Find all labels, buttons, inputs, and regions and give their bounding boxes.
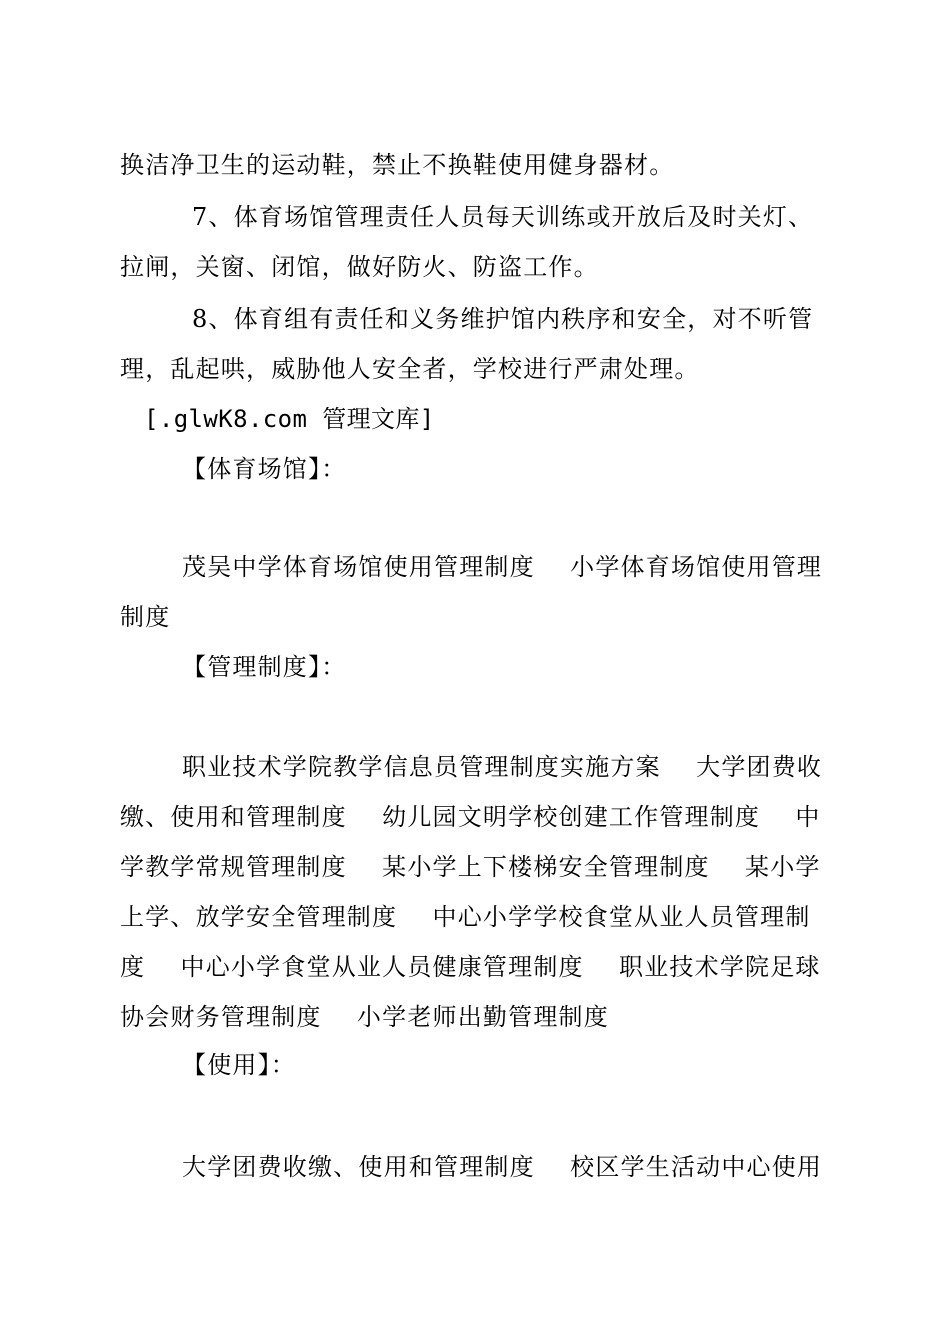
- related-links-line[interactable]: 上学、放学安全管理制度 中心小学学校食堂从业人员管理制: [120, 903, 811, 931]
- paragraph-line: 换洁净卫生的运动鞋，禁止不换鞋使用健身器材。: [120, 151, 675, 179]
- paragraph-line: 拉闸，关窗、闭馆，做好防火、防盗工作。: [120, 253, 599, 281]
- related-links-line[interactable]: 缴、使用和管理制度 幼儿园文明学校创建工作管理制度 中: [120, 803, 821, 831]
- paragraph-line: 8、体育组有责任和义务维护馆内秩序和安全，对不听管: [192, 305, 814, 333]
- paragraph-line: 理，乱起哄，威胁他人安全者，学校进行严肃处理。: [120, 355, 700, 383]
- related-links-line[interactable]: 协会财务管理制度 小学老师出勤管理制度: [120, 1003, 609, 1031]
- section-heading: 【体育场馆】：: [182, 455, 347, 483]
- related-links-line[interactable]: 学教学常规管理制度 某小学上下楼梯安全管理制度 某小学: [120, 853, 821, 881]
- section-heading: 【使用】：: [182, 1051, 296, 1079]
- related-links-line[interactable]: 制度: [120, 603, 171, 631]
- related-links-line[interactable]: 职业技术学院教学信息员管理制度实施方案 大学团费收: [182, 753, 823, 781]
- source-note: [.glwK8.com 管理文库]: [144, 405, 435, 433]
- related-links-line[interactable]: 大学团费收缴、使用和管理制度 校区学生活动中心使用: [182, 1153, 823, 1181]
- related-links-line[interactable]: 度 中心小学食堂从业人员健康管理制度 职业技术学院足球: [120, 953, 821, 981]
- related-links-line[interactable]: 茂吴中学体育场馆使用管理制度 小学体育场馆使用管理: [182, 553, 823, 581]
- section-heading: 【管理制度】：: [182, 653, 347, 681]
- paragraph-line: 7、体育场馆管理责任人员每天训练或开放后及时关灯、: [192, 203, 814, 231]
